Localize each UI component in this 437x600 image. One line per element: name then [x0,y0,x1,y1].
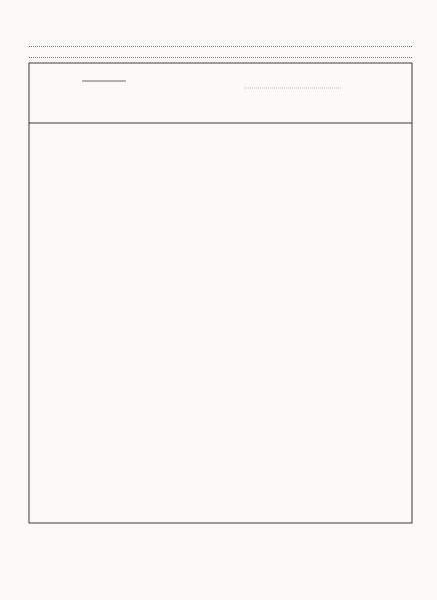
table-border [29,63,412,523]
consultation-hours-label [29,51,30,57]
teacher-label [29,40,30,46]
